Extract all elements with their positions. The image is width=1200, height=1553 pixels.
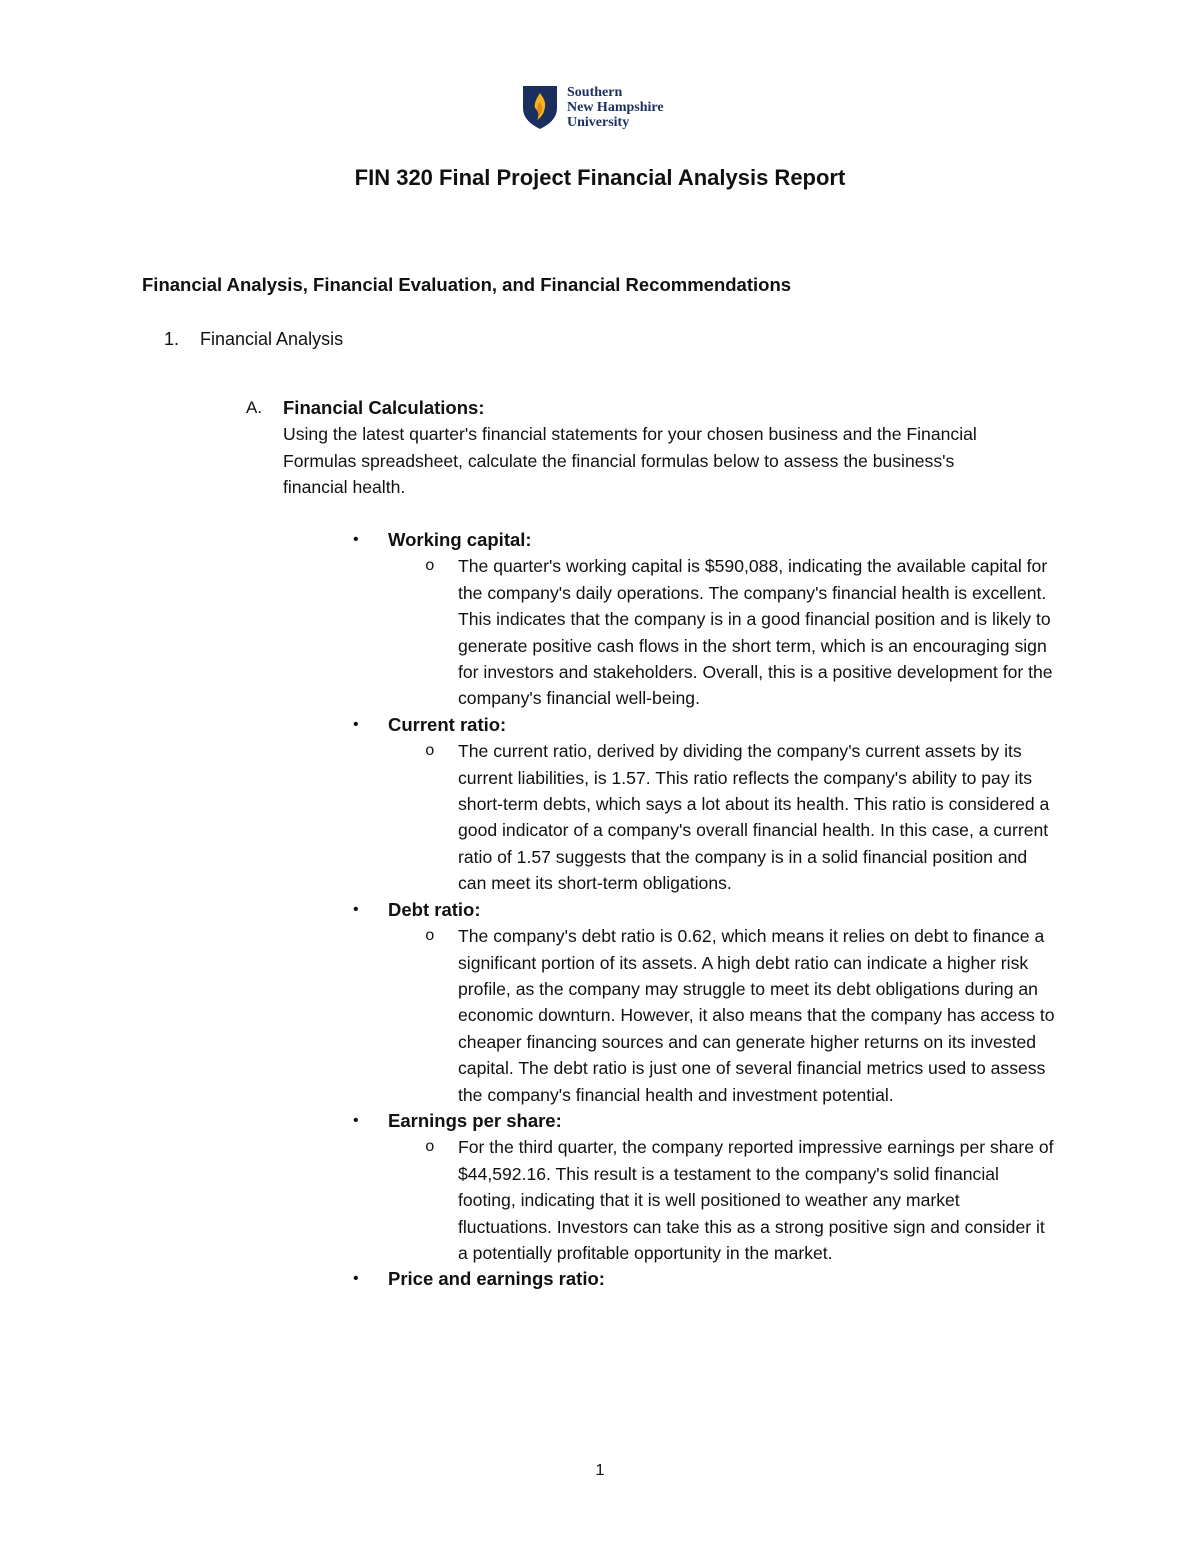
bullet-title: Working capital: bbox=[388, 529, 532, 550]
item-label: Financial Analysis bbox=[200, 329, 344, 349]
logo-line-3: University bbox=[567, 115, 630, 130]
bullet-marker: • bbox=[353, 1111, 359, 1129]
section-heading: Financial Analysis, Financial Evaluation, and Financial Recommendations bbox=[142, 274, 792, 295]
sub-bullet-text: For the third quarter, the company reported impressive earnings per share of $44,592.16. This result is a testament to the company's solid financial footing, indicating that it is well positioned to weather any market fluctuations. Investors can take this as a strong positive sign and consider it a potentially profitable opportunity in the market. bbox=[458, 1137, 1054, 1263]
page-number: 1 bbox=[595, 1462, 605, 1479]
logo-line-2: New Hampshire bbox=[567, 100, 664, 115]
bullet-current-ratio bbox=[350, 712, 1070, 897]
document-title: FIN 320 Final Project Financial Analysis Report bbox=[354, 165, 846, 190]
metrics-list bbox=[350, 527, 1070, 1293]
shield-flame-icon bbox=[522, 84, 558, 130]
sub-bullet bbox=[388, 553, 1070, 711]
sub-bullet-marker: o bbox=[425, 1138, 435, 1157]
sub-item-label: Financial Calculations: bbox=[283, 397, 485, 418]
sub-bullet-text: The current ratio, derived by dividing the company's current assets by its current liabilities, is 1.57. This ratio reflects the company's ability to pay its short-term debts, which says a lot about its health. This ratio is considered a good indicator of a company's overall financial health. In this case, a current ratio of 1.57 suggests that the company is in a solid financial position and can meet its short-term obligations. bbox=[458, 741, 1050, 894]
sub-item-letter: A. bbox=[246, 398, 263, 417]
numbered-item-1 bbox=[164, 326, 343, 352]
bullet-working-capital bbox=[350, 527, 1070, 712]
bullet-title: Debt ratio: bbox=[388, 898, 481, 920]
logo-wordmark bbox=[567, 85, 664, 130]
item-number: 1. bbox=[164, 329, 180, 349]
logo-line-1: Southern bbox=[567, 85, 623, 100]
university-logo bbox=[522, 84, 692, 132]
sub-item-intro: Using the latest quarter's financial statements for your chosen business and the Financial Formulas spreadsheet, calculate the financial formulas below to assess the business's financial health. bbox=[283, 424, 977, 498]
sub-bullet-text: The quarter's working capital is $590,088, indicating the available capital for the company's daily operations. The company's financial health is excellent. This indicates that the company is in a good financial position and is likely to generate positive cash flows in the short term, which is an encouraging sign for investors and stakeholders. Overall, this is a positive development for the company's financial well-being. bbox=[458, 556, 1053, 709]
sub-bullet-marker: o bbox=[425, 927, 435, 946]
bullet-marker: • bbox=[353, 900, 359, 918]
bullet-title: Current ratio: bbox=[388, 713, 507, 735]
bullet-marker: • bbox=[353, 715, 359, 733]
bullet-earnings-per-share bbox=[350, 1108, 1070, 1266]
sub-bullet-marker: o bbox=[425, 557, 435, 576]
bullet-debt-ratio bbox=[350, 897, 1070, 1108]
sub-bullet bbox=[388, 923, 1070, 1108]
bullet-marker: • bbox=[353, 1270, 359, 1288]
bullet-marker: • bbox=[353, 531, 359, 548]
sub-bullet-marker: o bbox=[425, 742, 435, 761]
bullet-title: Earnings per share: bbox=[388, 1109, 562, 1131]
sub-bullet bbox=[388, 738, 1070, 896]
bullet-title: Price and earnings ratio: bbox=[388, 1268, 605, 1290]
sub-bullet-text: The company's debt ratio is 0.62, which means it relies on debt to finance a significant portion of its assets. A high debt ratio can indicate a higher risk profile, as the company may struggle to meet its debt obligations during an economic downturn. However, it also means that the company has access to cheaper financing sources and can generate higher returns on its invested capital. The debt ratio is just one of several financial metrics used to assess the company's financial health and investment potential. bbox=[458, 926, 1055, 1105]
sub-bullet bbox=[388, 1134, 1070, 1266]
bullet-price-earnings-ratio bbox=[350, 1266, 1070, 1292]
